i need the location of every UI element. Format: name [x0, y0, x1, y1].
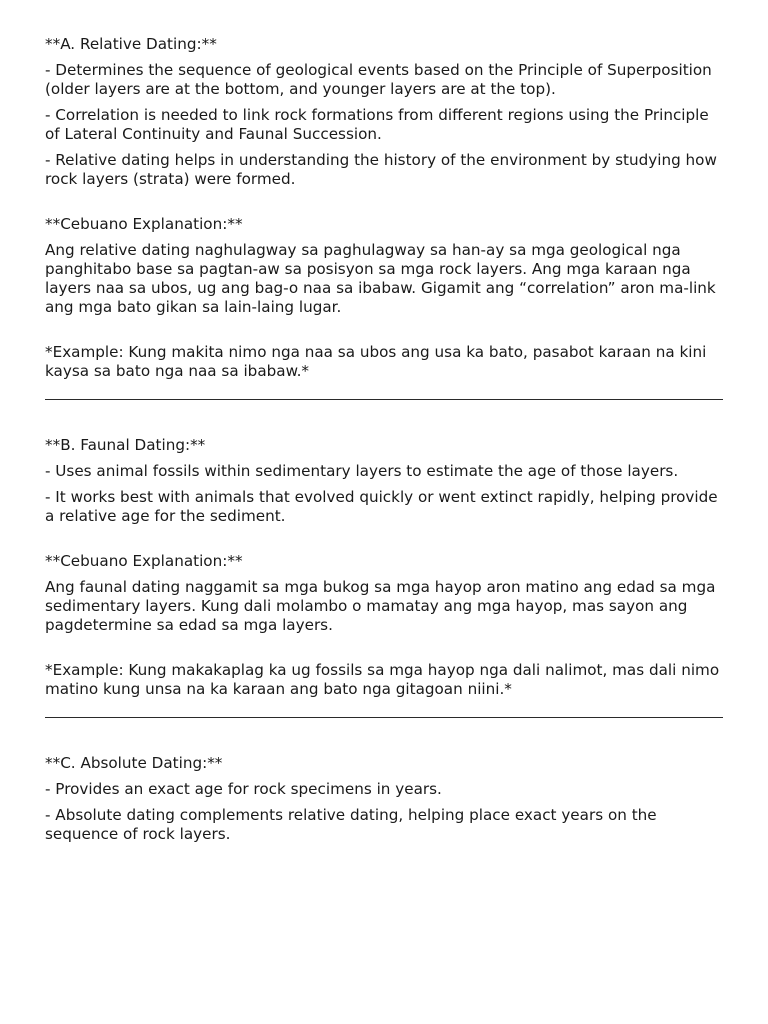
bullet-item: - Provides an exact age for rock specimens in years. [45, 780, 442, 798]
example-text: *Example: Kung makita nimo nga naa sa ubos ang usa ka bato, pasabot karaan na kini kaysa sa bato nga naa sa ibabaw.* [45, 343, 707, 380]
example-text: *Example: Kung makakaplag ka ug fossils sa mga hayop nga dali nalimot, mas dali nimo matino kung unsa na ka karaan ang bato nga gitagoan niini.* [45, 661, 720, 698]
cebuano-paragraph: Ang relative dating naghulagway sa paghulagway sa han-ay sa mga geological nga panghitabo base sa pagtan-aw sa posisyon sa mga rock layers. Ang mga karaan nga layers naa sa ubos, ug ang bag-o naa sa ibabaw. Gigamit ang “correlation” aron ma-link ang mga bato gikan sa lain-laing lugar. [45, 241, 716, 316]
cebuano-heading: **Cebuano Explanation:** [45, 215, 243, 233]
bullet-item: - Correlation is needed to link rock formations from different regions using the Principle of Lateral Continuity and Faunal Succession. [45, 106, 709, 143]
bullet-item: - Relative dating helps in understanding the history of the environment by studying how rock layers (strata) were formed. [45, 151, 717, 188]
section-faunal-dating [45, 436, 725, 699]
section-heading: **C. Absolute Dating:** [45, 754, 223, 772]
section-absolute-dating [45, 754, 725, 844]
section-heading: **A. Relative Dating:** [45, 35, 217, 53]
cebuano-heading: **Cebuano Explanation:** [45, 552, 243, 570]
cebuano-paragraph: Ang faunal dating naggamit sa mga bukog sa mga hayop aron matino ang edad sa mga sedimentary layers. Kung dali molambo o mamatay ang mga hayop, mas sayon ang pagdetermine sa edad sa mga layers. [45, 578, 716, 634]
bullet-item: - It works best with animals that evolved quickly or went extinct rapidly, helping provide a relative age for the sediment. [45, 488, 718, 525]
bullet-item: - Uses animal fossils within sedimentary layers to estimate the age of those layers. [45, 462, 679, 480]
section-relative-dating [45, 0, 725, 381]
section-heading: **B. Faunal Dating:** [45, 436, 206, 454]
bullet-item: - Determines the sequence of geological events based on the Principle of Superposition (older layers are at the bottom, and younger layers are at the top). [45, 61, 712, 98]
document-page [45, 0, 725, 844]
bullet-item: - Absolute dating complements relative dating, helping place exact years on the sequence of rock layers. [45, 806, 657, 843]
